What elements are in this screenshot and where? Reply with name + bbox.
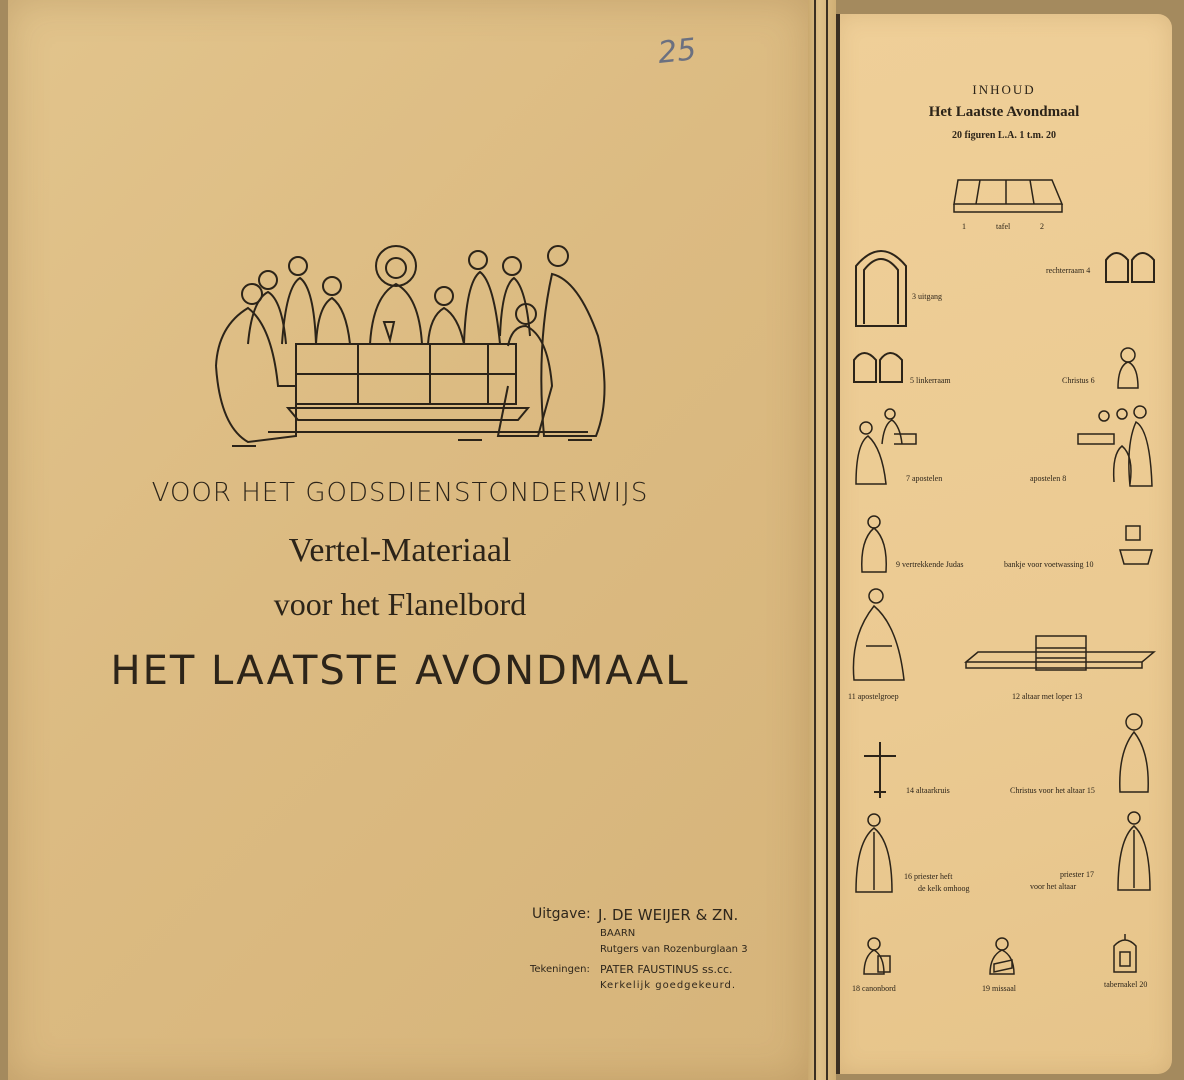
publisher-name: J. DE WEIJER & ZN.	[598, 906, 739, 924]
christ-at-altar-figure	[1114, 712, 1154, 796]
table-figure	[950, 176, 1070, 216]
inhoud-subtitle: 20 figuren L.A. 1 t.m. 20	[952, 130, 1056, 141]
caption-1: 1	[962, 222, 966, 231]
spine-line-left	[814, 0, 816, 1080]
left-window-figure	[852, 344, 904, 384]
church-approval: Kerkelijk goedgekeurd.	[600, 980, 737, 991]
publisher-address: Rutgers van Rozenburglaan 3	[600, 944, 748, 955]
altar-cross-figure	[860, 740, 900, 800]
caption-17b: voor het altaar	[1030, 882, 1077, 891]
cover-title: HET LAATSTE AVONDMAAL	[110, 648, 690, 694]
caption-tafel: tafel	[996, 222, 1011, 231]
tabernacle-figure	[1110, 932, 1140, 974]
doorway-figure	[852, 236, 910, 328]
caption-4: rechterraam 4	[1046, 266, 1091, 275]
uitgave-label: Uitgave:	[532, 906, 591, 922]
artist-name: PATER FAUSTINUS ss.cc.	[600, 963, 733, 976]
missal-figure	[986, 936, 1020, 976]
spine	[808, 0, 836, 1080]
altar-with-runner-figure	[964, 632, 1156, 676]
sheet-fold-line	[836, 14, 840, 1074]
caption-6: Christus 6	[1062, 376, 1095, 385]
caption-8: apostelen 8	[1030, 474, 1067, 483]
tekeningen-label: Tekeningen:	[530, 964, 590, 975]
caption-2: 2	[1040, 222, 1044, 231]
priest-raising-chalice-figure	[852, 812, 896, 896]
christ-figure	[1114, 346, 1142, 390]
inhoud-heading: INHOUD	[972, 82, 1036, 97]
inhoud-title: Het Laatste Avondmaal	[928, 104, 1080, 120]
caption-5: 5 linkerraam	[910, 376, 951, 385]
caption-16b: de kelk omhoog	[918, 884, 970, 893]
caption-14: 14 altaarkruis	[906, 786, 950, 795]
cover-line-story-material: Vertel-Materiaal	[288, 532, 512, 569]
caption-16a: 16 priester heft	[904, 872, 953, 881]
priest-at-altar-figure	[1114, 810, 1154, 894]
footwashing-bench-figure	[1118, 522, 1154, 568]
right-window-figure	[1104, 244, 1156, 284]
publisher-city: BAARN	[600, 928, 636, 939]
caption-3: 3 uitgang	[912, 292, 942, 301]
judas-figure	[856, 514, 892, 574]
apostle-group-figure	[846, 586, 910, 684]
caption-10: bankje voor voetwassing 10	[1004, 560, 1094, 569]
caption-19: 19 missaal	[982, 984, 1016, 993]
canon-board-figure	[860, 936, 892, 976]
cover-line-religious-education: VOOR HET GODSDIENSTONDERWIJS	[151, 478, 649, 508]
caption-7: 7 apostelen	[906, 474, 943, 483]
spine-line-right	[826, 0, 828, 1080]
last-supper-illustration	[208, 236, 624, 458]
cover-line-flannelboard: voor het Flanelbord	[273, 586, 527, 622]
apostles-right-figure	[1074, 404, 1154, 490]
handwritten-page-number: 25	[656, 32, 698, 71]
caption-20: tabernakel 20	[1104, 980, 1148, 989]
caption-15: Christus voor het altaar 15	[1010, 786, 1095, 795]
caption-17a: priester 17	[1060, 870, 1094, 879]
caption-18: 18 canonbord	[852, 984, 896, 993]
caption-11: 11 apostelgroep	[848, 692, 899, 701]
caption-12: 12 altaar met loper 13	[1012, 692, 1083, 701]
caption-9: 9 vertrekkende Judas	[896, 560, 964, 569]
